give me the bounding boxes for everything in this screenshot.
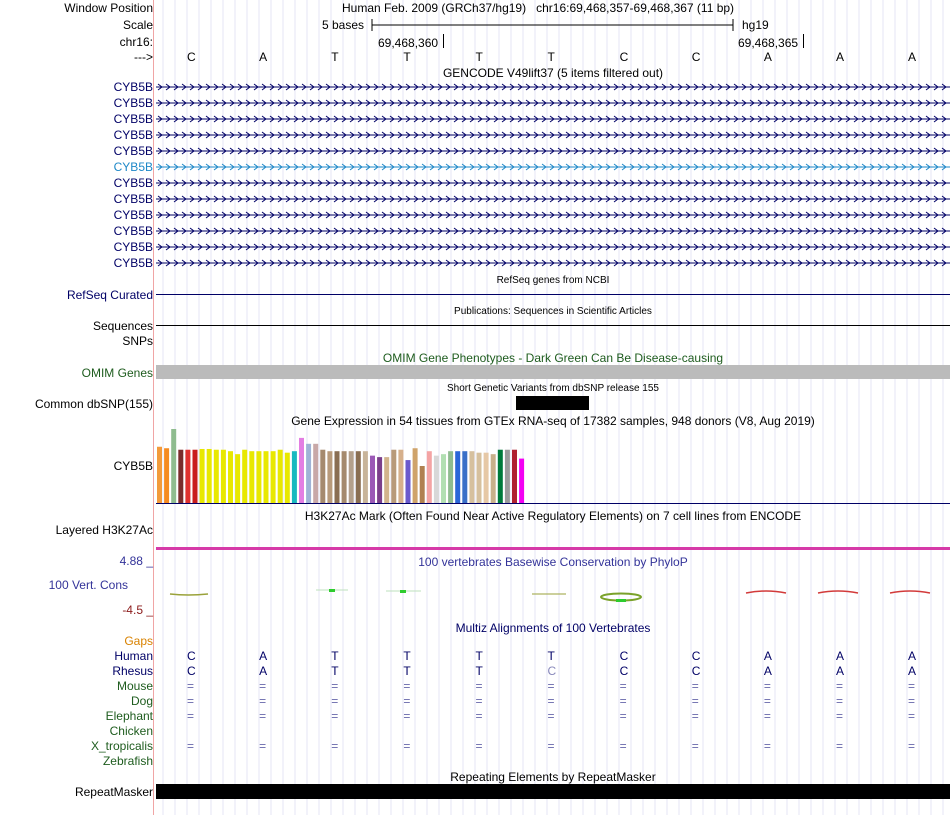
alignment-base: C	[187, 649, 196, 663]
gtex-tissue-bar	[335, 451, 340, 503]
dna-base: T	[547, 50, 555, 64]
alignment-base: =	[547, 694, 555, 708]
alignment-base: =	[619, 709, 627, 723]
gencode-row-label[interactable]: CYB5B	[113, 96, 153, 110]
species-label[interactable]: Zebrafish	[102, 754, 153, 768]
alignment-base: =	[619, 694, 627, 708]
gtex-tissue-bar	[306, 444, 311, 503]
gtex-tissue-bar	[398, 450, 403, 503]
gtex-tissue-bar	[278, 450, 283, 503]
gtex-tissue-bar	[434, 456, 439, 503]
gencode-transcript[interactable]	[156, 98, 950, 108]
gencode-row-label[interactable]: CYB5B	[113, 224, 153, 238]
alignment-base: T	[547, 649, 555, 663]
species-label[interactable]: Mouse	[116, 679, 153, 693]
gencode-row-label[interactable]: CYB5B	[113, 256, 153, 270]
chrom-label: chr16:	[119, 35, 153, 49]
alignment-base: =	[691, 679, 699, 693]
gencode-row-label[interactable]: CYB5B	[113, 144, 153, 158]
alignment-base: =	[763, 694, 771, 708]
dbsnp-variant[interactable]	[516, 396, 589, 410]
gencode-row-label[interactable]: CYB5B	[113, 192, 153, 206]
species-label[interactable]: Human	[114, 649, 153, 663]
gtex-tissue-bar	[320, 450, 325, 503]
refseq-gene-line[interactable]	[156, 294, 950, 295]
gaps-label[interactable]: Gaps	[124, 634, 153, 648]
gtex-tissue-bar	[469, 451, 474, 503]
alignment-base: =	[835, 709, 843, 723]
assembly-text: Human Feb. 2009 (GRCh37/hg19)	[342, 1, 527, 15]
alignment-base: T	[475, 649, 483, 663]
multiz-track-title[interactable]: Multiz Alignments of 100 Vertebrates	[455, 621, 651, 635]
alignment-base: =	[908, 679, 916, 693]
species-label[interactable]: Elephant	[105, 709, 153, 723]
gencode-transcript[interactable]	[156, 194, 950, 204]
gtex-tissue-bar	[214, 450, 219, 503]
gtex-tissue-bar	[256, 451, 261, 503]
coord-tick-right	[803, 34, 804, 48]
alignment-base: A	[259, 649, 268, 663]
alignment-base: =	[475, 739, 483, 753]
alignment-base: =	[691, 709, 699, 723]
gtex-tissue-bar	[406, 460, 411, 503]
conservation-min-label: -4.5 _	[122, 603, 153, 617]
gencode-transcript[interactable]	[156, 130, 950, 140]
gtex-tissue-bar	[420, 466, 425, 503]
alignment-base: =	[619, 679, 627, 693]
alignment-base: =	[835, 739, 843, 753]
species-label[interactable]: Dog	[130, 694, 153, 708]
snps-label[interactable]: SNPs	[122, 334, 153, 348]
alignment-base: =	[908, 739, 916, 753]
gtex-tissue-bar	[455, 451, 460, 503]
alignment-base: =	[547, 709, 555, 723]
gtex-tissue-bar	[164, 448, 169, 503]
omim-gene-bar[interactable]	[156, 365, 950, 379]
gtex-tissue-bar	[377, 457, 382, 503]
alignment-base: =	[835, 679, 843, 693]
gtex-tissue-bar	[505, 450, 510, 503]
gtex-tissue-bar	[193, 450, 198, 503]
alignment-base: =	[259, 709, 267, 723]
omim-label[interactable]: OMIM Genes	[81, 366, 153, 380]
label-divider	[153, 0, 154, 815]
publications-line[interactable]	[156, 325, 950, 326]
gtex-tissue-bar	[264, 451, 269, 503]
dna-base: T	[403, 50, 411, 64]
window-position-label: Window Position	[64, 1, 153, 15]
species-label[interactable]: X_tropicalis	[90, 739, 153, 753]
alignment-base: =	[619, 739, 627, 753]
gencode-transcript[interactable]	[156, 258, 950, 268]
alignment-base: T	[403, 664, 411, 678]
gtex-tissue-bar	[242, 450, 247, 503]
gtex-tissue-bar	[498, 450, 503, 503]
db-label: hg19	[742, 18, 769, 32]
alignment-base: =	[403, 694, 411, 708]
alignment-base: =	[187, 679, 195, 693]
strand-label: --->	[134, 50, 153, 64]
repeatmasker-track-title[interactable]: Repeating Elements by RepeatMasker	[450, 770, 656, 784]
gtex-tissue-bar	[356, 451, 361, 503]
dna-base: T	[331, 50, 339, 64]
gtex-tissue-bar	[512, 450, 517, 503]
dna-base: C	[619, 50, 629, 64]
repeatmasker-label[interactable]: RepeatMasker	[74, 785, 153, 799]
dna-base: A	[259, 50, 268, 64]
gencode-transcript[interactable]	[156, 114, 950, 124]
gencode-transcript[interactable]	[156, 82, 950, 92]
gtex-tissue-bar	[413, 448, 418, 503]
coord-right: 69,468,365	[738, 36, 799, 50]
dbsnp-label[interactable]: Common dbSNP(155)	[34, 397, 153, 411]
alignment-base: =	[331, 739, 339, 753]
gtex-tissue-bar	[249, 451, 254, 503]
dna-base: A	[763, 50, 772, 64]
alignment-base: =	[331, 709, 339, 723]
gtex-tissue-bar	[285, 453, 290, 503]
conservation-plot[interactable]	[156, 585, 950, 605]
alignment-base: C	[691, 664, 701, 678]
coord-tick-left	[443, 34, 444, 48]
alignment-base: C	[187, 664, 196, 678]
alignment-base: =	[259, 679, 267, 693]
dna-base: C	[187, 50, 196, 64]
gtex-tissue-bar	[228, 451, 233, 503]
gtex-baseline	[156, 503, 950, 504]
alignment-base: A	[908, 664, 917, 678]
gtex-tissue-bar	[221, 450, 226, 503]
coord-left: 69,468,360	[378, 36, 439, 50]
alignment-base: =	[475, 679, 483, 693]
alignment-base: =	[475, 694, 483, 708]
gtex-tissue-bar	[391, 450, 396, 503]
gencode-transcript[interactable]	[156, 178, 950, 188]
gencode-track-title[interactable]: GENCODE V49lift37 (5 items filtered out)	[442, 66, 664, 80]
alignment-base: =	[547, 739, 555, 753]
alignment-base: C	[691, 649, 701, 663]
alignment-base: =	[908, 709, 916, 723]
gtex-tissue-bar	[448, 451, 453, 503]
gtex-tissue-bar	[207, 449, 212, 503]
dna-base: A	[908, 50, 917, 64]
gtex-tissue-bar	[313, 444, 318, 503]
alignment-base: T	[403, 649, 411, 663]
gtex-tissue-bar	[370, 456, 375, 503]
gtex-tissue-bar	[171, 429, 176, 503]
gtex-tissue-bar	[427, 451, 432, 503]
alignment-base: =	[187, 694, 195, 708]
gtex-tissue-bar	[299, 438, 304, 503]
position-text: chr16:69,468,357-69,468,367 (11 bp)	[536, 1, 735, 15]
alignment-base: =	[835, 694, 843, 708]
repeatmasker-element[interactable]	[156, 784, 950, 799]
gencode-row-label[interactable]: CYB5B	[113, 176, 153, 190]
gtex-tissue-bar	[462, 451, 467, 503]
scale-bar	[371, 17, 736, 33]
alignment-base: A	[835, 649, 844, 663]
gencode-transcript[interactable]	[156, 162, 950, 172]
alignment-base: =	[763, 679, 771, 693]
dna-base: C	[691, 50, 701, 64]
scale-text: 5 bases	[322, 18, 365, 32]
gencode-row-label[interactable]: CYB5B	[113, 112, 153, 126]
gtex-tissue-bar	[349, 451, 354, 503]
alignment-base: A	[259, 664, 268, 678]
gtex-tissue-bar	[384, 457, 389, 503]
dna-base: T	[475, 50, 483, 64]
alignment-base: =	[763, 739, 771, 753]
conservation-max-label: 4.88 _	[119, 554, 153, 568]
conservation-track-title[interactable]: 100 vertebrates Basewise Conservation by PhyloP	[418, 555, 688, 569]
alignment-base: =	[763, 709, 771, 723]
h3k27ac-track-title[interactable]: H3K27Ac Mark (Often Found Near Active Regulatory Elements) on 7 cell lines from ENCODE	[304, 509, 802, 523]
gtex-tissue-bar	[363, 451, 368, 503]
alignment-base: =	[259, 739, 267, 753]
gencode-row-label[interactable]: CYB5B	[113, 240, 153, 254]
alignment-base: =	[475, 709, 483, 723]
alignment-base: =	[403, 709, 411, 723]
alignment-base: =	[691, 739, 699, 753]
alignment-base: T	[475, 664, 483, 678]
gtex-tissue-bar	[477, 453, 482, 503]
alignment-base: =	[187, 709, 195, 723]
alignment-base: =	[331, 679, 339, 693]
assembly-title[interactable]	[342, 1, 734, 15]
alignment-base: T	[331, 664, 339, 678]
alignment-base: A	[763, 664, 772, 678]
alignment-base: =	[403, 679, 411, 693]
gtex-track-title[interactable]: Gene Expression in 54 tissues from GTEx RNA-seq of 17382 samples, 948 donors (V8, Aug 2019)	[291, 414, 815, 428]
alignment-base: A	[763, 649, 772, 663]
gencode-transcript[interactable]	[156, 226, 950, 236]
dbsnp-track-title[interactable]: Short Genetic Variants from dbSNP release 155	[447, 383, 659, 394]
h3k27ac-label[interactable]: Layered H3K27Ac	[55, 523, 153, 537]
gtex-tissue-bar	[327, 451, 332, 503]
refseq-track-title[interactable]: RefSeq genes from NCBI	[496, 275, 610, 286]
alignment-base: A	[835, 664, 844, 678]
conservation-label[interactable]: 100 Vert. Cons	[48, 578, 128, 592]
gencode-row-label[interactable]: CYB5B	[113, 80, 153, 94]
alignment-base: =	[187, 739, 195, 753]
alignment-base: =	[547, 679, 555, 693]
gencode-transcript[interactable]	[156, 210, 950, 220]
gtex-tissue-bar	[235, 454, 240, 503]
alignment-base: T	[331, 649, 339, 663]
gtex-label[interactable]: CYB5B	[113, 459, 153, 473]
gtex-bar-chart[interactable]	[156, 428, 556, 503]
species-label[interactable]: Chicken	[109, 724, 153, 738]
gencode-row-label[interactable]: CYB5B	[113, 128, 153, 142]
alignment-base: =	[691, 694, 699, 708]
alignment-base: C	[619, 649, 629, 663]
gencode-transcript[interactable]	[156, 242, 950, 252]
scale-label: Scale	[122, 18, 153, 32]
alignment-base: =	[259, 694, 267, 708]
gtex-tissue-bar	[491, 454, 496, 503]
gtex-tissue-bar	[271, 451, 276, 503]
alignment-base: =	[403, 739, 411, 753]
refseq-label[interactable]: RefSeq Curated	[66, 288, 153, 302]
species-label[interactable]: Rhesus	[112, 664, 153, 678]
alignment-base: =	[331, 694, 339, 708]
gencode-row-label[interactable]: CYB5B	[113, 160, 153, 174]
gtex-tissue-bar	[185, 450, 190, 503]
gtex-tissue-bar	[519, 459, 524, 503]
gencode-transcript[interactable]	[156, 146, 950, 156]
gtex-tissue-bar	[200, 449, 205, 503]
gtex-tissue-bar	[292, 451, 297, 503]
gtex-tissue-bar	[441, 454, 446, 503]
sequences-label[interactable]: Sequences	[92, 319, 153, 333]
gencode-row-label[interactable]: CYB5B	[113, 208, 153, 222]
h3k27ac-signal[interactable]	[156, 547, 950, 550]
alignment-base: C	[619, 664, 629, 678]
gtex-tissue-bar	[342, 451, 347, 503]
alignment-base: C	[547, 664, 557, 678]
publications-track-title[interactable]: Publications: Sequences in Scientific Articles	[454, 306, 652, 317]
alignment-base: A	[908, 649, 917, 663]
omim-track-title[interactable]: OMIM Gene Phenotypes - Dark Green Can Be Disease-causing	[382, 351, 724, 365]
gtex-tissue-bar	[178, 450, 183, 503]
gtex-tissue-bar	[157, 447, 162, 503]
gtex-tissue-bar	[484, 453, 489, 503]
alignment-base: =	[908, 694, 916, 708]
dna-base: A	[835, 50, 844, 64]
